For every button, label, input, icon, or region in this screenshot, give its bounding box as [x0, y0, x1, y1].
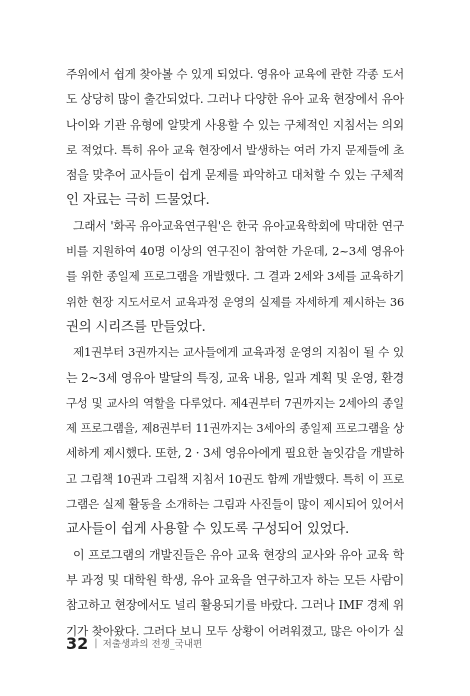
text-line: 권의 시리즈를 만들었다.	[66, 319, 206, 335]
text-line: 주위에서 쉽게 찾아볼 수 있게 되었다. 영유아 교육에 관한 각종 도서	[66, 67, 404, 81]
text-line: 도 상당히 많이 출간되었다. 그러나 다양한 유아 교육 현장에서 유아	[66, 92, 404, 107]
page-number: 32	[66, 633, 89, 653]
text-line: 제1권부터 3권까지는 교사들에게 교육과정 운영의 지침이 될 수 있	[73, 345, 404, 360]
text-line: 그램은 실제 활동을 소개하는 그림과 사진들이 많이 제시되어 있어서	[66, 497, 404, 512]
text-line: 나이와 기관 유형에 알맞게 사용할 수 있는 구체적인 지침서는 의외	[66, 117, 404, 132]
text-line: 기가 찾아왔다. 그러다 보니 모두 상황이 어려워졌고, 많은 아이가 실	[66, 623, 404, 638]
footer-separator: |	[94, 637, 98, 649]
running-head: 저출생과의 전쟁_국내편	[102, 639, 203, 650]
text-line: 인 자료는 극히 드물었다.	[66, 193, 210, 209]
text-line: 점을 맞추어 교사들이 쉽게 문제를 파악하고 대처할 수 있는 구체적	[66, 168, 404, 183]
text-line: 제 프로그램을, 제8권부터 11권까지는 3세아의 종일제 프로그램을 상	[66, 421, 404, 436]
page-footer	[66, 633, 202, 653]
text-line: 세하게 제시했다. 또한, 2 · 3세 영유아에게 필요한 놀잇감을 개발하	[66, 446, 404, 461]
paragraph-2	[66, 214, 404, 340]
text-line: 참고하고 현장에서도 널리 활용되기를 바랐다. 그러나 IMF 경제 위	[66, 598, 404, 613]
text-line: 이 프로그램의 개발진들은 유아 교육 현장의 교사와 유아 교육 학	[73, 547, 404, 562]
text-line: 그래서 '화곡 유아교육연구원'은 한국 유아교육학회에 막대한 연구	[73, 218, 404, 233]
body-text	[66, 62, 404, 644]
text-line: 위한 현장 지도서로서 교육과정 운영의 실제를 자세하게 제시하는 36	[66, 294, 404, 309]
paragraph-3	[66, 340, 404, 542]
text-line: 를 위한 종일제 프로그램을 개발했다. 그 결과 2세와 3세를 교육하기	[66, 269, 404, 284]
paragraph-4	[66, 543, 404, 644]
text-line: 교사들이 쉽게 사용할 수 있도록 구성되어 있었다.	[66, 522, 350, 538]
text-line: 부 과정 및 대학원 학생, 유아 교육을 연구하고자 하는 모든 사람이	[66, 572, 404, 587]
text-line: 고 그림책 10권과 그림책 지침서 10권도 함께 개발했다. 특히 이 프로	[66, 471, 404, 486]
paragraph-1	[66, 62, 404, 214]
text-line: 는 2~3세 영유아 발달의 특징, 교육 내용, 일과 계획 및 운영, 환경	[66, 370, 404, 385]
text-line: 구성 및 교사의 역할을 다루었다. 제4권부터 7권까지는 2세아의 종일	[66, 395, 404, 410]
text-line: 로 적었다. 특히 유아 교육 현장에서 발생하는 여러 가지 문제들에 초	[66, 142, 404, 157]
text-line: 비를 지원하여 40명 이상의 연구진이 참여한 가운데, 2~3세 영유아	[66, 244, 404, 259]
